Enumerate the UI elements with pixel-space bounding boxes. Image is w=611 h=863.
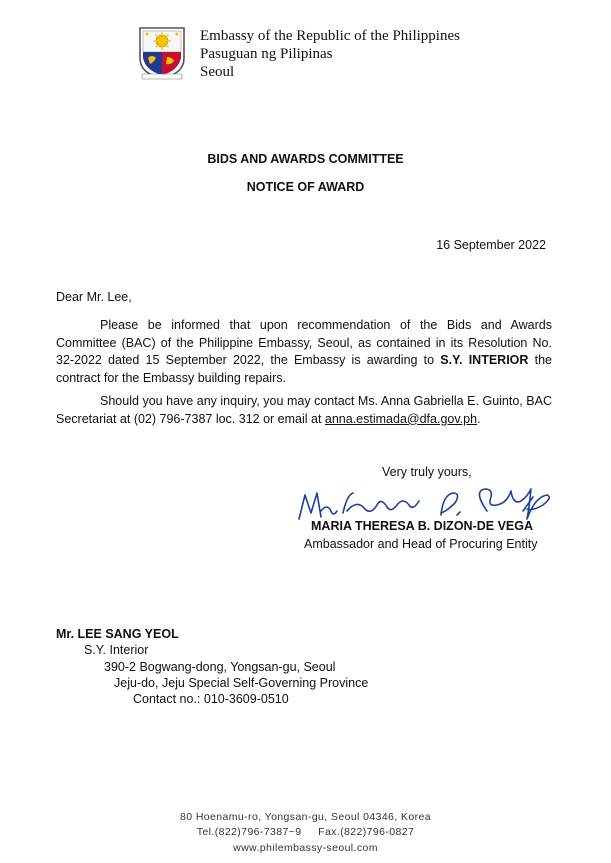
recipient-name: Mr. LEE SANG YEOL	[56, 627, 179, 641]
closing: Very truly yours,	[382, 465, 472, 479]
letterhead-filipino-name: Pasuguan ng Pilipinas	[200, 46, 333, 62]
signatory-title: Ambassador and Head of Procuring Entity	[304, 537, 538, 551]
award-paragraph-text: Please be informed that upon recommendation of the Bids and Awards Committee (BAC) of the Philippine Embassy, Seoul, as contained in its Resolution No. 32-2022 dated 15 September 2022, the Embassy is awarding to	[56, 318, 552, 368]
inquiry-paragraph-text: Should you have any inquiry, you may contact Ms. Anna Gabriella E. Guinto, BAC Secretariat at (02) 796-7387 loc. 312 or email at	[56, 394, 552, 426]
footer-website: www.philembassy-seoul.com	[233, 842, 378, 854]
signatory-name: MARIA THERESA B. DIZON-DE VEGA	[311, 519, 533, 533]
letterhead-city: Seoul	[200, 64, 235, 80]
contact-email-link[interactable]: anna.estimada@dfa.gov.ph	[324, 411, 478, 426]
committee-heading: BIDS AND AWARDS COMMITTEE	[207, 152, 404, 166]
recipient-address-line2: Jeju-do, Jeju Special Self-Governing Province	[114, 676, 369, 690]
salutation: Dear Mr. Lee,	[56, 290, 132, 304]
letterhead-embassy-name: Embassy of the Republic of the Philippines	[200, 28, 460, 44]
recipient-contact: Contact no.: 010-3609-0510	[133, 692, 289, 706]
award-paragraph	[56, 317, 552, 387]
recipient-company: S.Y. Interior	[84, 643, 149, 657]
footer-address: 80 Hoenamu-ro, Yongsan-gu, Seoul 04346, Korea	[180, 811, 431, 823]
notice-heading: NOTICE OF AWARD	[246, 180, 365, 194]
inquiry-paragraph	[56, 393, 552, 428]
awardee-name: S.Y. INTERIOR	[440, 353, 529, 368]
footer-phone-fax: Tel.(822)796-7387~9 Fax.(822)796-0827	[196, 826, 415, 838]
letter-date: 16 September 2022	[436, 238, 546, 252]
recipient-address-line1: 390-2 Bogwang-dong, Yongsan-gu, Seoul	[104, 660, 336, 674]
award-paragraph-end: the contract for the Embassy building repairs.	[56, 353, 552, 385]
inquiry-paragraph-end: .	[477, 411, 481, 426]
philippine-seal-logo	[136, 24, 188, 80]
